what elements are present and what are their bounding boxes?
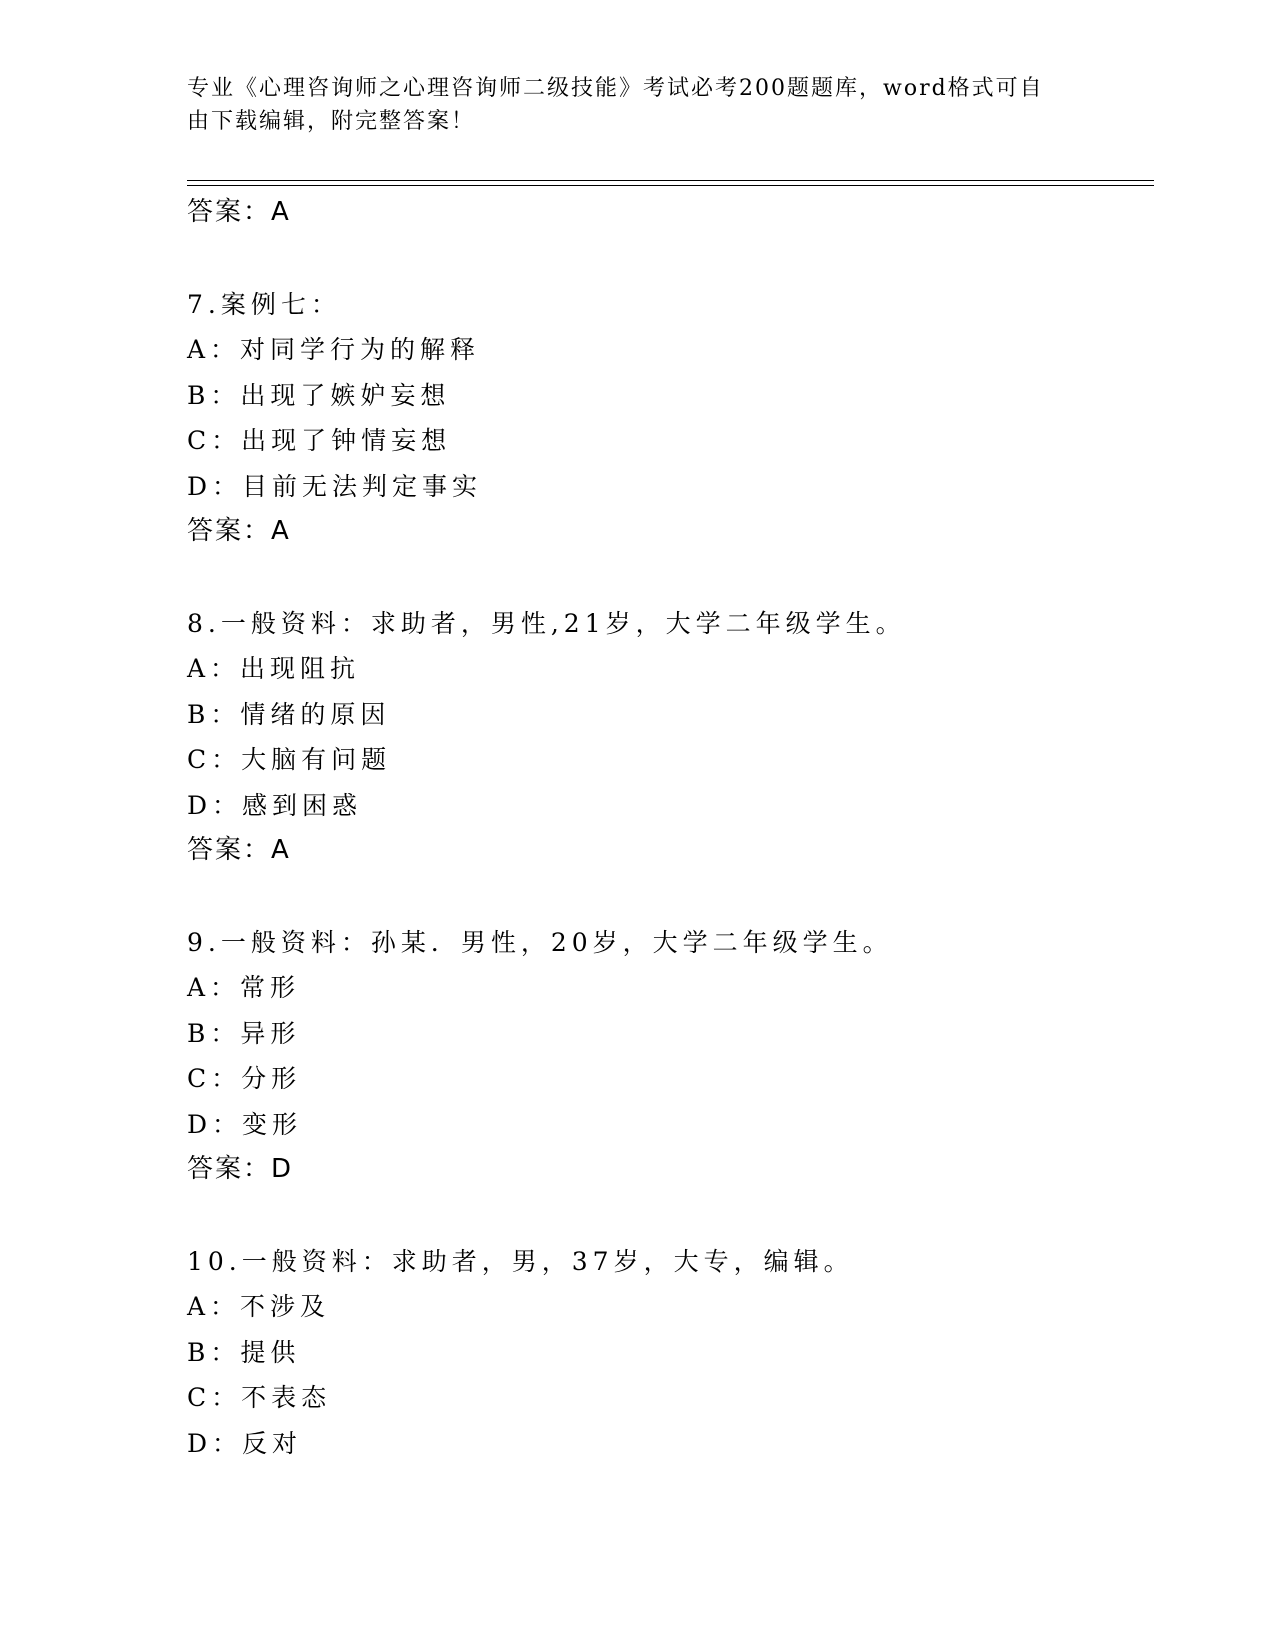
option-d: D：反对 bbox=[187, 1428, 303, 1458]
spacer bbox=[187, 236, 1147, 282]
option-d: D：变形 bbox=[187, 1109, 303, 1139]
option-a: A：常形 bbox=[187, 973, 301, 1002]
header-divider-top bbox=[187, 180, 1154, 181]
question-block bbox=[187, 920, 1147, 1193]
question-stem: 8.一般资料：求助者，男性,21岁，大学二年级学生。 bbox=[187, 608, 906, 638]
spacer bbox=[187, 555, 1147, 601]
header-divider-bottom bbox=[187, 185, 1154, 186]
question-block bbox=[187, 282, 1147, 555]
document-header bbox=[187, 72, 1067, 138]
option-d: D：感到困惑 bbox=[187, 790, 363, 820]
option-b: B：出现了嫉妒妄想 bbox=[187, 380, 451, 410]
header-line-2: 由下载编辑，附完整答案！ bbox=[187, 109, 476, 134]
spacer bbox=[187, 1193, 1147, 1239]
option-c: C：分形 bbox=[187, 1064, 302, 1093]
option-b: B：异形 bbox=[187, 1018, 301, 1048]
question-stem: 7.案例七： bbox=[187, 289, 341, 319]
option-d: D：目前无法判定事实 bbox=[187, 471, 483, 501]
answer-line: 答案：D bbox=[187, 1154, 294, 1184]
option-b: B：提供 bbox=[187, 1337, 301, 1367]
question-block bbox=[187, 601, 1147, 874]
question-list bbox=[187, 190, 1147, 1466]
question-block bbox=[187, 1239, 1147, 1467]
answer-line: 答案：A bbox=[187, 197, 291, 227]
answer-line: 答案：A bbox=[187, 835, 291, 865]
header-line-1: 专业《心理咨询师之心理咨询师二级技能》考试必考200题题库，word格式可自 bbox=[187, 76, 1044, 101]
option-a: A：对同学行为的解释 bbox=[187, 335, 481, 364]
option-a: A：不涉及 bbox=[187, 1292, 331, 1321]
option-c: C：不表态 bbox=[187, 1383, 332, 1412]
question-stem: 10.一般资料：求助者，男，37岁，大专，编辑。 bbox=[187, 1246, 854, 1276]
spacer bbox=[187, 874, 1147, 920]
question-stem: 9.一般资料：孙某．男性，20岁，大学二年级学生。 bbox=[187, 927, 893, 957]
answer-line: 答案：A bbox=[187, 516, 291, 546]
option-a: A：出现阻抗 bbox=[187, 654, 361, 683]
option-b: B：情绪的原因 bbox=[187, 699, 391, 729]
option-c: C：大脑有问题 bbox=[187, 745, 392, 774]
option-c: C：出现了钟情妄想 bbox=[187, 426, 452, 455]
